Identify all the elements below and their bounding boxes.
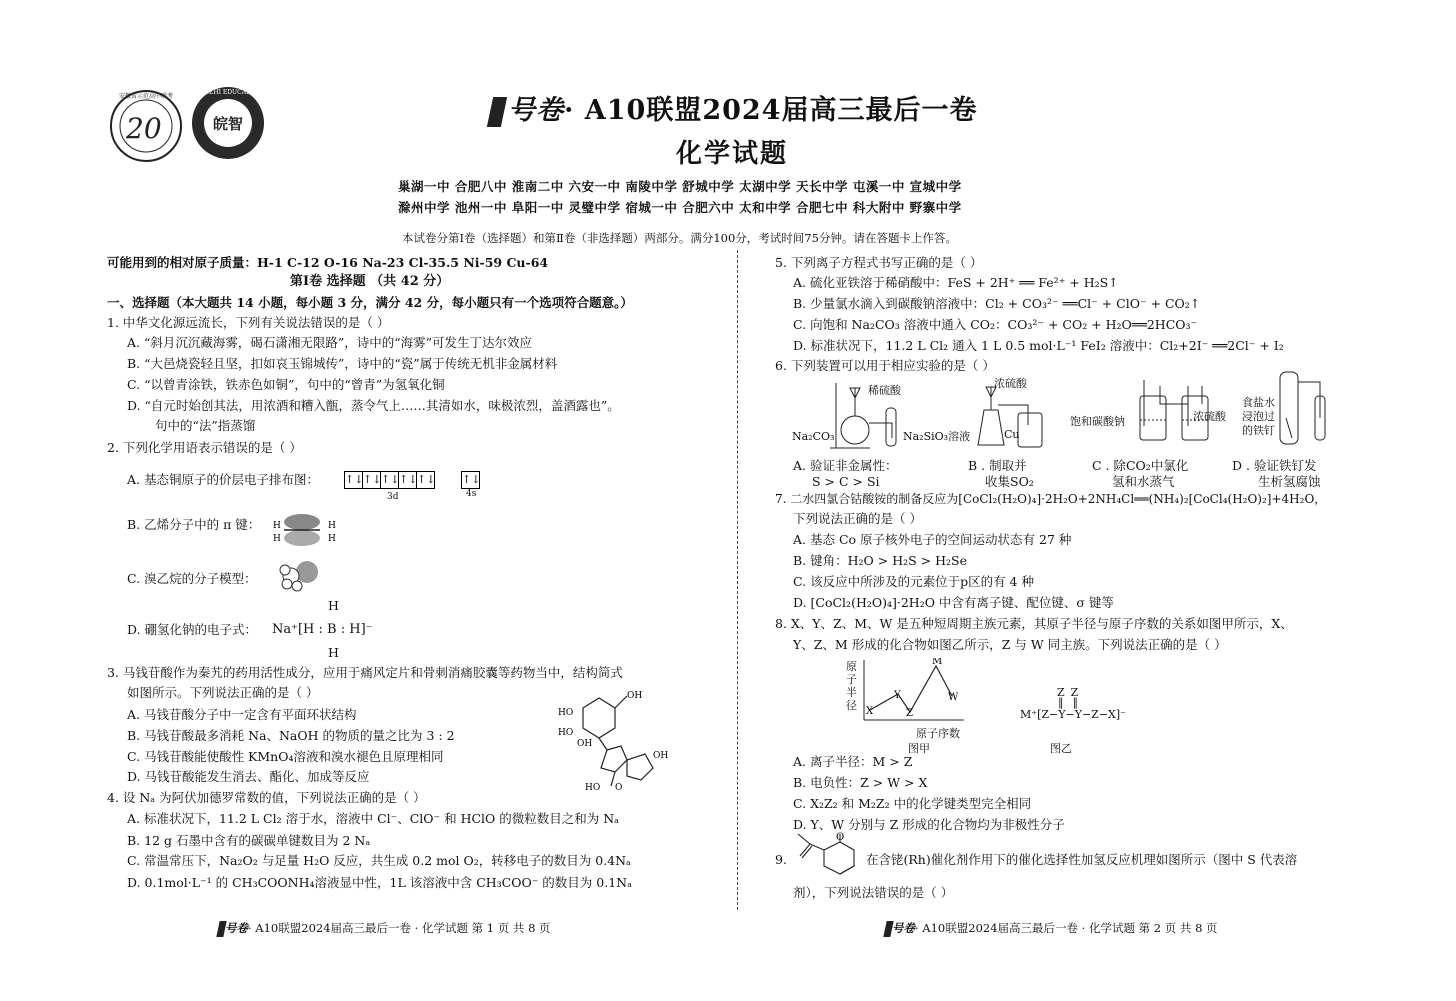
q5-option-a: A. 硫化亚铁溶于稀硝酸中：FeS + 2H⁺ ══ Fe²⁺ + H₂S↑ [793,275,1119,290]
column-divider [737,250,738,910]
svg-text:OH: OH [653,751,669,761]
fig-yi-caption: 图乙 [1050,742,1072,755]
q1-option-c: C. “以曾青涂铁，铁赤色如铜”，句中的“曾青”为氢氧化铜 [127,377,445,392]
label-cu: Cu [1004,428,1020,441]
fig-yi-double-bonds: ‖‖ [1058,696,1087,709]
q6-stem: 6. 下列装置可以用于相应实验的是（ ） [775,358,995,373]
svg-text:HO: HO [558,728,574,738]
svg-text:OH: OH [577,739,593,749]
brand-bar-icon [487,97,507,127]
logo-left-ring: 安徽省示范高中联考 [118,93,174,100]
q6-option-b-cont: 收集SO₂ [985,474,1034,489]
schools-row-2: 滁州中学 池州一中 阜阳一中 灵璧中学 宿城一中 合肥六中 太和中学 合肥七中 科大附中 野寨中学 [398,200,962,215]
label-conc-acid: 浓硫酸 [994,377,1027,390]
section-title: 一、选择题（本大题共 14 小题，每小题 3 分，满分 42 分，每小题只有一个选项符合题意。） [107,295,633,310]
q7-option-b: B. 键角：H₂O > H₂S > H₂Se [793,553,967,568]
q9-stem: 在含铑(Rh)催化剂作用下的催化选择性加氢反应机理如图所示（图中 S 代表溶 [866,852,1298,867]
q9-oxygen-label: O [836,832,845,843]
q6-option-d-cont: 生析氢腐蚀 [1258,474,1321,489]
svg-text:H: H [328,521,336,531]
label-salt-nail: 食盐水 浸泡过 的铁钉 [1242,396,1275,437]
q9-stem-cont: 剂），下列说法错误的是（ ） [793,885,954,900]
orbital-4s-label: 4s [466,489,477,499]
q2-option-a: A. 基态铜原子的价层电子排布图： [127,472,319,487]
q8-option-d: D. Y、W 分别与 Z 形成的化合物均为非极性分子 [793,817,1065,832]
q2-stem: 2. 下列化学用语表示错误的是（ ） [107,440,302,455]
q5-option-d: D. 标准状况下，11.2 L Cl₂ 通入 1 L 0.5 mol·L⁻¹ FeI₂ 溶液中：Cl₂+2I⁻ ══2Cl⁻ + I₂ [793,338,1284,353]
q3-option-d: D. 马钱苷酸能发生消去、酯化、加成等反应 [127,769,370,784]
orbital-diagram-4s: ↑↓ [461,469,479,489]
svg-text:20: 20 [126,112,162,145]
q6-option-b: B . 制取并 [968,458,1027,473]
title-text: · A10联盟2024届高三最后一卷 [564,95,978,126]
q7-stem: 7. 二水四氯合钴酸铵的制备反应为[CoCl₂(H₂O)₄]·2H₂O+2NH₄Cl══(NH₄)₂[CoCl₄(H₂O)₂]+4H₂O， [775,492,1327,506]
fig-ylabel: 原子半径 [846,660,857,712]
q5-option-b: B. 少量氯水滴入到碳酸钠溶液中：Cl₂ + CO₃²⁻ ══Cl⁻ + ClO⁻ + CO₂↑ [793,296,1201,311]
electron-dot-h-top: H [328,598,339,613]
q4-option-a: A. 标准状况下，11.2 L Cl₂ 溶于水，溶液中 Cl⁻、ClO⁻ 和 HClO 的微粒数目之和为 Nₐ [127,811,620,826]
svg-text:H: H [273,521,281,531]
logo-right-text: 皖智 [212,115,244,133]
fig-yi-z-top: ZZ [1057,686,1085,699]
q3-stem: 3. 马钱苷酸作为秦艽的药用活性成分，应用于痛风定片和骨刺消痛胶囊等药物当中，结构简式 [107,665,623,680]
q1-option-a: A. “斜月沉沉藏海雾，碣石潇湘无限路”，诗中的“海雾”可发生丁达尔效应 [127,335,533,350]
q4-stem: 4. 设 Nₐ 为阿伏加德罗常数的值，下列说法正确的是（ ） [107,790,426,805]
q7-option-d: D. [CoCl₂(H₂O)₄]·2H₂O 中含有离子键、配位键、σ 键等 [793,595,1114,610]
q6-option-c: C . 除CO₂中氯化 [1092,458,1189,473]
footer-page-1: 号卷· A10联盟2024届高三最后一卷 · 化学试题 第 1 页 共 8 页 [218,920,551,937]
atomic-masses: 可能用到的相对原子质量：H-1 C-12 O-16 Na-23 Cl-35.5 Ni-59 Cu-64 [107,255,549,270]
label-na2co3: Na₂CO₃ [792,430,835,443]
q2-option-c: C. 溴乙烷的分子模型： [127,571,257,586]
q1-option-b: B. “大邑烧瓷轻且坚，扣如哀玉锦城传”，诗中的“瓷”属于传统无机非金属材料 [127,356,558,371]
fig-point-w: W [948,692,959,703]
logo-right-ring: WANZHI EDUCATION [193,89,263,96]
subject-title: 化学试题 [676,139,789,169]
fig-jia-plot [860,658,970,728]
orbital-diagram-3d: ↑↓↑↓↑↓↑↓↑↓ [344,469,434,489]
q3-option-b: B. 马钱苷酸最多消耗 Na、NaOH 的物质的量之比为 3 : 2 [127,728,455,743]
q3-stem-cont: 如图所示。下列说法正确的是（ ） [127,685,319,700]
q1-option-d-cont: 句中的“法”指蒸馏 [155,418,256,433]
label-na2sio3: Na₂SiO₃溶液 [903,430,971,443]
electron-dot-h-bottom: H [328,645,339,660]
svg-text:H: H [273,534,281,544]
q6-option-c-cont: 氢和水蒸气 [1112,474,1175,489]
q9-number: 9. [775,852,787,867]
q8-option-a: A. 离子半径：M > Z [793,754,913,769]
electron-dot-formula: Na⁺[H : B : H]⁻ [272,622,373,637]
label-conc-acid-2: 浓硫酸 [1193,410,1226,423]
q4-option-b: B. 12 g 石墨中含有的碳碳单键数目为 2 Nₐ [127,833,371,848]
exam-title [490,88,977,127]
exam-notice: 本试卷分第Ⅰ卷（选择题）和第Ⅱ卷（非选择题）两部分。满分100分，考试时间75分钟。请在答题卡上作答。 [402,231,957,245]
svg-text:O: O [615,783,623,793]
q3-option-a: A. 马钱苷酸分子中一定含有平面环状结构 [127,707,357,722]
bromoethane-model [275,558,325,594]
q3-option-c: C. 马钱苷酸能使酸性 KMnO₄溶液和溴水褪色且原理相同 [127,749,444,764]
wanzhi-logo [190,85,266,161]
fig-yi-formula: M⁺[Z−Y−Y−Z−X]⁻ [1020,708,1126,721]
q8-stem-cont: Y、Z、M 形成的化合物如图乙所示，Z 与 W 同主族。下列说法正确的是（ ） [793,637,1227,652]
q1-stem: 1. 中华文化源远流长，下列有关说法错误的是（ ） [107,315,390,330]
q7-option-a: A. 基态 Co 原子核外电子的空间运动状态有 27 种 [793,532,1072,547]
fig-point-x: X [866,706,874,717]
q9-molecule [792,832,862,882]
q6-option-a-cont: S > C > Si [812,474,880,489]
schools-row-1: 巢湖一中 合肥八中 淮南二中 六安一中 南陵中学 舒城中学 太湖中学 天长中学 屯溪一中 宣城中学 [398,179,962,194]
label-dilute-acid: 稀硫酸 [868,384,901,397]
svg-text:H: H [328,534,336,544]
apparatus-d [1270,368,1340,448]
q2-option-d: D. 硼氢化钠的电子式： [127,622,258,637]
q8-stem: 8. X、Y、Z、M、W 是五种短周期主族元素，其原子半径与原子序数的关系如图甲所示，X、 [775,616,1293,631]
q7-option-c: C. 该反应中所涉及的元素位于p区的有 4 种 [793,574,1034,589]
fig-point-m: M [932,658,943,667]
q5-option-c: C. 向饱和 Na₂CO₃ 溶液中通入 CO₂：CO₃²⁻ + CO₂ + H₂O══2HCO₃⁻ [793,317,1198,332]
q7-stem-cont: 下列说法正确的是（ ） [793,511,922,526]
fig-point-y: Y [894,690,901,701]
q8-option-c: C. X₂Z₂ 和 M₂Z₂ 中的化学键类型完全相同 [793,796,1032,811]
brand-mark: 号卷 [508,95,564,126]
orbital-3d-label: 3d [387,492,399,502]
q4-option-c: C. 常温常压下，Na₂O₂ 与足量 H₂O 反应，共生成 0.2 mol O₂，转移电子的数目为 0.4Nₐ [127,853,631,868]
q6-option-d: D . 验证铁钉发 [1232,458,1317,473]
fig-point-z: Z [906,708,913,719]
svg-text:OH: OH [627,691,643,701]
alliance-logo [108,88,184,164]
svg-text:HO: HO [585,783,601,793]
svg-text:HO: HO [558,708,574,718]
q5-stem: 5. 下列离子方程式书写正确的是（ ） [775,255,983,270]
label-satd-na2co3: 饱和碳酸钠 [1070,415,1125,428]
q4-option-d: D. 0.1mol·L⁻¹ 的 CH₃COONH₄溶液显中性，1L 该溶液中含 CH₃COO⁻ 的数目为 0.1Nₐ [127,875,632,890]
q8-option-b: B. 电负性：Z > W > X [793,775,928,790]
q6-option-a: A. 验证非金属性： [793,458,898,473]
footer-page-2: 号卷· A10联盟2024届高三最后一卷 · 化学试题 第 2 页 共 8 页 [885,920,1218,937]
part-title: 第Ⅰ卷 选择题 （共 42 分） [290,274,450,289]
loganic-acid-structure [555,688,675,793]
q2-option-b: B. 乙烯分子中的 π 键： [127,517,261,532]
fig-xlabel: 原子序数 [916,727,960,740]
q1-option-d: D. “自元时始创其法，用浓酒和糟入甑，蒸令气上……其清如水，味极浓烈，盖酒露也”。 [127,398,620,413]
fig-jia-caption: 图甲 [908,742,930,755]
pi-bond-diagram [270,510,340,550]
